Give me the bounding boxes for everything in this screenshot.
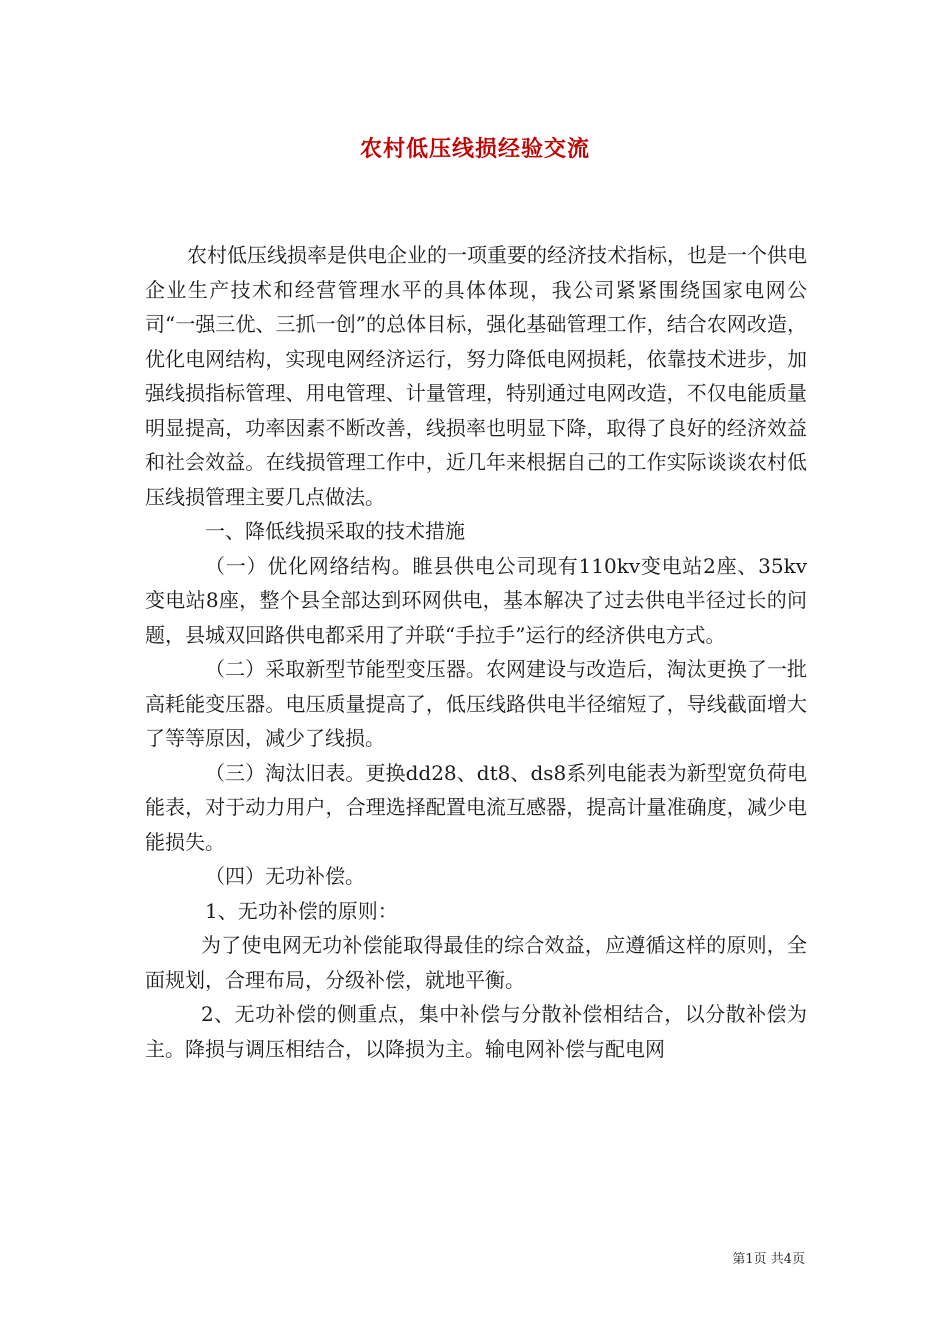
section-heading-technical-measures: 一、降低线损采取的技术措施 [205, 519, 465, 543]
paragraph-reactive-compensation: （四）无功补偿。 [205, 864, 365, 888]
paragraph-focus: 2、无功补偿的侧重点，集中补偿与分散补偿相结合，以分散补偿为主。降损与调压相结合，以降损为主。输电网补偿与配电网 [145, 1002, 807, 1061]
page-number: 第1页 共4页 [732, 1252, 805, 1267]
paragraph-network-structure: （一）优化网络结构。睢县供电公司现有110kv变电站2座、35kv变电站8座，整个县全部达到环网供电，基本解决了过去供电半径过长的问题，县城双回路供电都采用了并联“手拉手”运行的经济供电方式。 [145, 553, 807, 647]
document-title: 农村低压线损经验交流 [359, 136, 590, 162]
paragraph-transformers: （二）采取新型节能型变压器。农网建设与改造后，淘汰更换了一批高耗能变压器。电压质量提高了，低压线路供电半径缩短了，导线截面增大了等等原因，减少了线损。 [145, 657, 807, 750]
paragraph-old-meters: （三）淘汰旧表。更换dd28、dt8、ds8系列电能表为新型宽负荷电能表，对于动力用户，合理选择配置电流互感器，提高计量准确度，减少电能损失。 [145, 760, 807, 854]
paragraph-principle-heading: 1、无功补偿的原则： [205, 898, 398, 923]
paragraph-principle: 为了使电网无功补偿能取得最佳的综合效益，应遵循这样的原则，全面规划，合理布局，分级补偿，就地平衡。 [145, 933, 807, 992]
document-body [145, 238, 807, 1066]
paragraph-intro: 农村低压线损率是供电企业的一项重要的经济技术指标，也是一个供电企业生产技术和经营管理水平的具体体现，我公司紧紧围绕国家电网公司“一强三优、三抓一创”的总体目标，强化基础管理工作，结合农网改造，优化电网结构，实现电网经济运行，努力降低电网损耗，依靠技术进步，加强线损指标管理、用电管理、计量管理，特别通过电网改造，不仅电能质量明显提高，功率因素不断改善，线损率也明显下降，取得了良好的经济效益和社会效益。在线损管理工作中，近几年来根据自己的工作实际谈谈农村低压线损管理主要几点做法。 [145, 243, 807, 509]
